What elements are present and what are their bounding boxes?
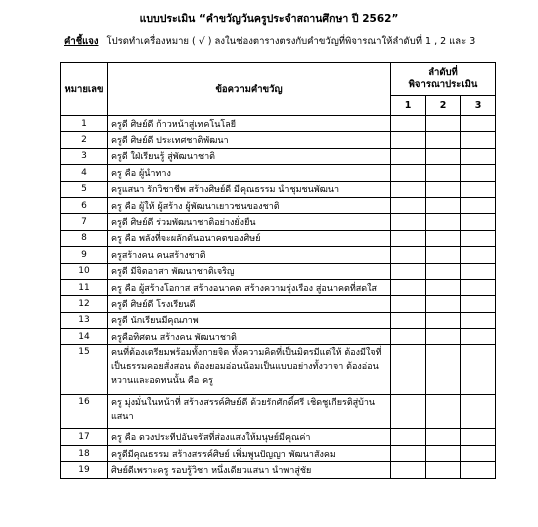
row-number: 5	[61, 181, 108, 197]
row-slogan-text: ครูดี ศิษย์ดี ร่วมพัฒนาชาติอย่างยั่งยืน	[108, 214, 391, 230]
row-number: 7	[61, 214, 108, 230]
rank-1-checkbox-cell[interactable]	[391, 263, 426, 279]
rank-2-checkbox-cell[interactable]	[426, 329, 461, 345]
row-number: 10	[61, 263, 108, 279]
rank-1-checkbox-cell[interactable]	[391, 181, 426, 197]
rank-3-checkbox-cell[interactable]	[461, 445, 496, 461]
rank-1-checkbox-cell[interactable]	[391, 429, 426, 445]
row-number: 1	[61, 116, 108, 132]
rank-2-checkbox-cell[interactable]	[426, 181, 461, 197]
rank-3-checkbox-cell[interactable]	[461, 429, 496, 445]
row-slogan-text: ครู คือ ดวงประทีปอันจรัสที่ส่องแสงให้มนุษย์มีคุณค่า	[108, 429, 391, 445]
table-row	[61, 445, 496, 461]
rank-2-checkbox-cell[interactable]	[426, 214, 461, 230]
header-number: หมายเลข	[61, 63, 108, 116]
row-number: 12	[61, 296, 108, 312]
table-row	[61, 263, 496, 279]
rank-3-checkbox-cell[interactable]	[461, 116, 496, 132]
row-number: 14	[61, 329, 108, 345]
rank-3-checkbox-cell[interactable]	[461, 395, 496, 429]
instruction-label: คำชี้แจง	[64, 36, 99, 47]
rank-1-checkbox-cell[interactable]	[391, 214, 426, 230]
row-number: 15	[61, 345, 108, 395]
rank-2-checkbox-cell[interactable]	[426, 395, 461, 429]
rank-2-checkbox-cell[interactable]	[426, 445, 461, 461]
table-row	[61, 345, 496, 395]
table-row	[61, 395, 496, 429]
row-slogan-text: ครู มุ่งมั่นในหน้าที่ สร้างสรรค์ศิษย์ดี ด้วยรักศักดิ์ศรี เชิดชูเกียรติสู่บ้านแสนา	[108, 395, 391, 429]
rank-2-checkbox-cell[interactable]	[426, 263, 461, 279]
rank-1-checkbox-cell[interactable]	[391, 345, 426, 395]
rank-2-checkbox-cell[interactable]	[426, 462, 461, 478]
rank-2-checkbox-cell[interactable]	[426, 247, 461, 263]
table-row	[61, 462, 496, 478]
instruction-line	[64, 34, 534, 49]
rank-1-checkbox-cell[interactable]	[391, 462, 426, 478]
table-row	[61, 247, 496, 263]
row-number: 9	[61, 247, 108, 263]
row-number: 18	[61, 445, 108, 461]
table-row	[61, 329, 496, 345]
row-number: 19	[61, 462, 108, 478]
table-row	[61, 312, 496, 328]
row-slogan-text: ครูดี ศิษย์ดี ก้าวหน้าสู่เทคโนโลยี	[108, 116, 391, 132]
rank-1-checkbox-cell[interactable]	[391, 247, 426, 263]
row-number: 11	[61, 279, 108, 295]
header-rank-3: 3	[461, 96, 496, 116]
rank-3-checkbox-cell[interactable]	[461, 312, 496, 328]
row-number: 4	[61, 165, 108, 181]
rank-2-checkbox-cell[interactable]	[426, 116, 461, 132]
table-row	[61, 296, 496, 312]
rank-2-checkbox-cell[interactable]	[426, 148, 461, 164]
rank-2-checkbox-cell[interactable]	[426, 429, 461, 445]
rank-3-checkbox-cell[interactable]	[461, 263, 496, 279]
rank-1-checkbox-cell[interactable]	[391, 395, 426, 429]
header-rank-1: 1	[391, 96, 426, 116]
rank-3-checkbox-cell[interactable]	[461, 296, 496, 312]
rank-1-checkbox-cell[interactable]	[391, 296, 426, 312]
rank-3-checkbox-cell[interactable]	[461, 181, 496, 197]
row-slogan-text: ครูสร้างคน คนสร้างชาติ	[108, 247, 391, 263]
evaluation-table	[60, 62, 496, 479]
rank-2-checkbox-cell[interactable]	[426, 279, 461, 295]
rank-2-checkbox-cell[interactable]	[426, 197, 461, 213]
row-slogan-text: ครูดี นักเรียนมีคุณภาพ	[108, 312, 391, 328]
row-number: 17	[61, 429, 108, 445]
rank-3-checkbox-cell[interactable]	[461, 214, 496, 230]
rank-1-checkbox-cell[interactable]	[391, 197, 426, 213]
table-row	[61, 230, 496, 246]
row-slogan-text: ครูแสนา รักวิชาชีพ สร้างศิษย์ดี มีคุณธรรม นำชุมชนพัฒนา	[108, 181, 391, 197]
table-row	[61, 197, 496, 213]
rank-2-checkbox-cell[interactable]	[426, 345, 461, 395]
header-rank-group: ลำดับที่ พิจารณาประเมิน	[391, 63, 496, 96]
row-slogan-text: ครูดี มีจิตอาสา พัฒนาชาติเจริญ	[108, 263, 391, 279]
rank-3-checkbox-cell[interactable]	[461, 345, 496, 395]
form-title: แบบประเมิน “คำขวัญวันครูประจำสถานศึกษา ปี 2562”	[139, 13, 399, 25]
table-row	[61, 116, 496, 132]
table-row	[61, 165, 496, 181]
table-row	[61, 181, 496, 197]
table-row	[61, 214, 496, 230]
instruction-text: โปรดทำเครื่องหมาย ( √ ) ลงในช่องตารางตรงกับคำขวัญที่พิจารณาให้ลำดับที่ 1 , 2 และ 3	[106, 36, 476, 47]
rank-2-checkbox-cell[interactable]	[426, 165, 461, 181]
rank-1-checkbox-cell[interactable]	[391, 132, 426, 148]
row-slogan-text: ครูดี ใฝ่เรียนรู้ สู่พัฒนาชาติ	[108, 148, 391, 164]
row-slogan-text: ศิษย์ดีเพราะครู รอบรู้วิชา หนึ่งเดียวแสนา นำพาสู่ชัย	[108, 462, 391, 478]
row-slogan-text: ครู คือ ผู้ให้ ผู้สร้าง ผู้พัฒนาเยาวชนของชาติ	[108, 197, 391, 213]
rank-3-checkbox-cell[interactable]	[461, 247, 496, 263]
rank-2-checkbox-cell[interactable]	[426, 132, 461, 148]
row-slogan-text: คนที่ต้องเตรียมพร้อมทั้งกายจิต ทั้งความคิดที่เป็นมิตรมีแต่ให้ ต้องมีใจที่เป็นธรรมคอยสั่งสอน ต้องยอมอ่อนน้อมเป็นแบบอย่างทั้งวาจา ต้องอ่อนหวานและอดทนนั้น คือ ครู	[108, 345, 391, 395]
row-number: 13	[61, 312, 108, 328]
rank-3-checkbox-cell[interactable]	[461, 462, 496, 478]
rank-3-checkbox-cell[interactable]	[461, 279, 496, 295]
header-rank-2: 2	[426, 96, 461, 116]
rank-1-checkbox-cell[interactable]	[391, 445, 426, 461]
row-slogan-text: ครูดี ศิษย์ดี โรงเรียนดี	[108, 296, 391, 312]
rank-3-checkbox-cell[interactable]	[461, 197, 496, 213]
rank-3-checkbox-cell[interactable]	[461, 329, 496, 345]
row-slogan-text: ครูคือทิศตน สร้างคน พัฒนาชาติ	[108, 329, 391, 345]
rank-3-checkbox-cell[interactable]	[461, 165, 496, 181]
rank-2-checkbox-cell[interactable]	[426, 230, 461, 246]
row-slogan-text: ครู คือ ผู้นำทาง	[108, 165, 391, 181]
row-number: 16	[61, 395, 108, 429]
rank-1-checkbox-cell[interactable]	[391, 312, 426, 328]
row-slogan-text: ครู คือ ผู้สร้างโอกาส สร้างอนาคต สร้างความรุ่งเรือง สู่อนาคตที่สดใส	[108, 279, 391, 295]
rank-3-checkbox-cell[interactable]	[461, 230, 496, 246]
rank-1-checkbox-cell[interactable]	[391, 148, 426, 164]
row-number: 2	[61, 132, 108, 148]
header-slogan: ข้อความคำขวัญ	[108, 63, 391, 116]
row-slogan-text: ครูดีมีคุณธรรม สร้างสรรค์ศิษย์ เพิ่มพูนปัญญา พัฒนาสังคม	[108, 445, 391, 461]
table-row	[61, 429, 496, 445]
rank-2-checkbox-cell[interactable]	[426, 312, 461, 328]
rank-1-checkbox-cell[interactable]	[391, 230, 426, 246]
rank-1-checkbox-cell[interactable]	[391, 329, 426, 345]
row-slogan-text: ครูดี ศิษย์ดี ประเทศชาติพัฒนา	[108, 132, 391, 148]
rank-1-checkbox-cell[interactable]	[391, 116, 426, 132]
row-slogan-text: ครู คือ พลังที่จะผลักดันอนาคตของศิษย์	[108, 230, 391, 246]
table-row	[61, 148, 496, 164]
rank-3-checkbox-cell[interactable]	[461, 132, 496, 148]
rank-3-checkbox-cell[interactable]	[461, 148, 496, 164]
rank-1-checkbox-cell[interactable]	[391, 165, 426, 181]
table-row	[61, 279, 496, 295]
rank-1-checkbox-cell[interactable]	[391, 279, 426, 295]
row-number: 6	[61, 197, 108, 213]
rank-2-checkbox-cell[interactable]	[426, 296, 461, 312]
row-number: 8	[61, 230, 108, 246]
row-number: 3	[61, 148, 108, 164]
table-row	[61, 132, 496, 148]
